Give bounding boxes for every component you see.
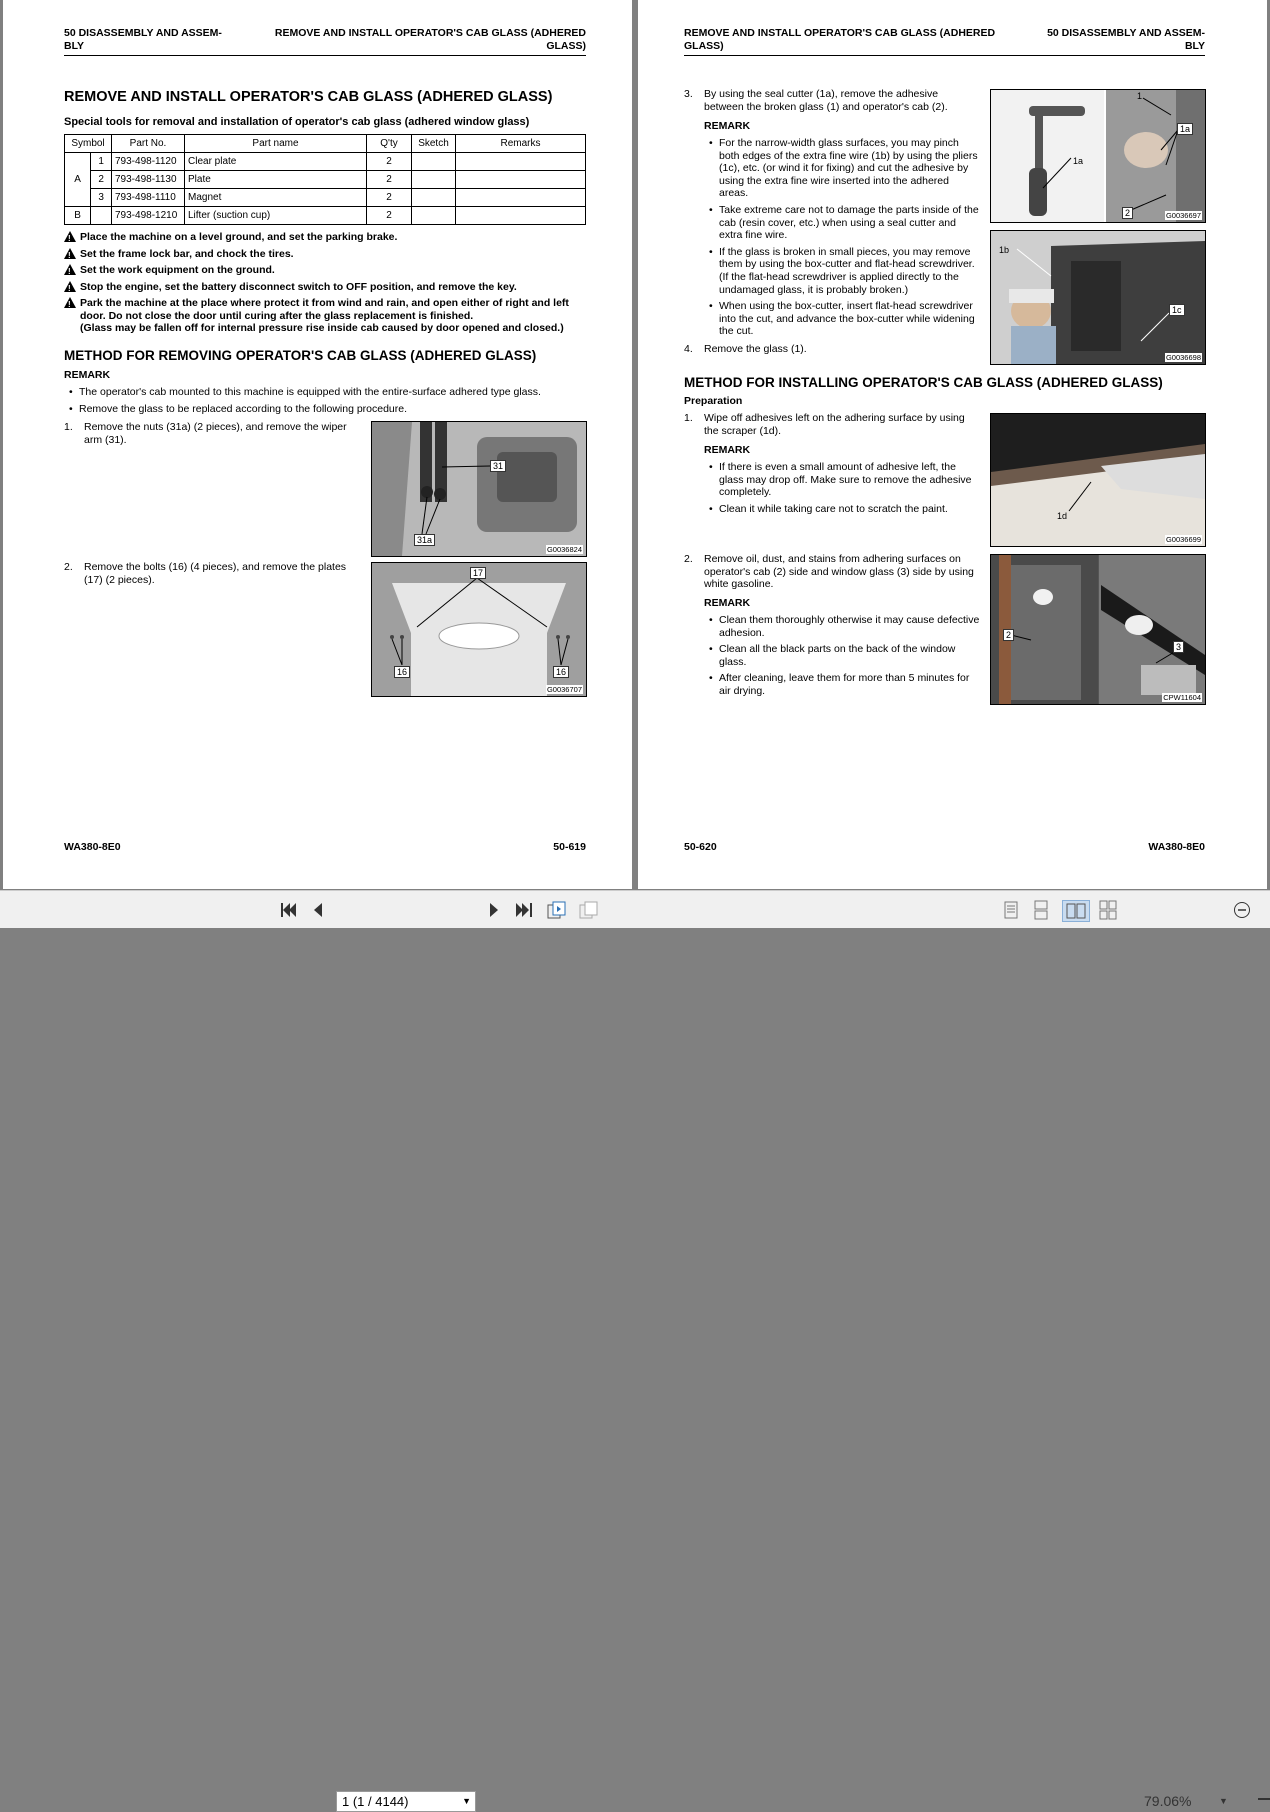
figure-cleaning [990, 554, 1206, 705]
cell-qty: 2 [367, 189, 412, 207]
remark-label: REMARK [704, 597, 751, 609]
last-page-icon [514, 901, 534, 919]
cell-symbol: A [65, 153, 91, 207]
last-page-button[interactable] [513, 900, 535, 920]
step-text: Remove oil, dust, and stains from adhering surfaces on operator's cab (2) side and window glass (3) side by using white gasoline. [704, 553, 974, 591]
step-text: Remove the glass (1). [704, 343, 807, 355]
cell-part-name: Magnet [185, 189, 367, 207]
remark-text: For the narrow-width glass surfaces, you may pinch both edges of the extra fine wire (1b) by using the pliers (1c), etc. (or wind it for fixing) and cut the adhesive by using the extra fine wire inserted into the adhered areas. [719, 137, 978, 200]
cell-remarks [456, 189, 586, 207]
list-item: • After cleaning, leave them for more than 5 minutes for air drying. [709, 672, 980, 697]
warning-text: Set the work equipment on the ground. [80, 264, 275, 276]
cell-sketch [412, 171, 456, 189]
figure-code: G0036707 [546, 685, 582, 694]
list-item: • If there is even a small amount of adhesive left, the glass may drop off. Make sure to remove the adhesive completely. [709, 461, 980, 499]
cell-index [91, 207, 112, 225]
single-page-view-button[interactable] [1001, 900, 1021, 920]
list-item: • Clean them thoroughly otherwise it may cause defective adhesion. [709, 614, 980, 639]
warning-text: Park the machine at the place where protect it from wind and rain, and open either of right and left door. Do not close the door until curing after the glass replacement is finished. (Glass may be fallen off for internal pressure rise inside cab caused by door opened and closed.) [80, 297, 569, 334]
fine-wire-illustration [991, 231, 1205, 364]
go-back-view-icon [546, 900, 568, 920]
callout-16-right: 16 [553, 666, 569, 678]
zoom-level[interactable]: 79.06% [1144, 1793, 1192, 1809]
table-row [65, 153, 586, 171]
cell-remarks [456, 207, 586, 225]
th-symbol: Symbol [65, 135, 112, 153]
cell-index: 2 [91, 171, 112, 189]
remark-text: Take extreme care not to damage the parts inside of the cab (resin cover, etc.) when using a seal cutter and extra fine wire. [719, 203, 979, 242]
remarks-list [69, 386, 586, 415]
callout-31a: 31a [414, 534, 435, 546]
th-part-name: Part name [185, 135, 367, 153]
warning-text: Set the frame lock bar, and chock the tires. [80, 247, 294, 260]
cell-part-name: Clear plate [185, 153, 367, 171]
callout-2: 2 [1122, 207, 1133, 219]
step-number: 2. [64, 561, 73, 573]
page-title: REMOVE AND INSTALL OPERATOR'S CAB GLASS (ADHERED GLASS) [64, 89, 553, 105]
remark-text: If there is even a small amount of adhesive left, the glass may drop off. Make sure to remove the adhesive completely. [719, 461, 972, 499]
th-qty: Q'ty [367, 135, 412, 153]
figure-fine-wire [990, 230, 1206, 365]
warning-text: Place the machine on a level ground, and set the parking brake. [80, 231, 398, 243]
istep2-remarks [709, 614, 980, 698]
install-step-1 [684, 412, 980, 437]
cell-part-no: 793-498-1130 [112, 171, 185, 189]
step-text: Remove the bolts (16) (4 pieces), and remove the plates (17) (2 pieces). [84, 561, 347, 586]
dropdown-arrow-icon: ▼ [462, 1796, 471, 1806]
figure-code: CPW11604 [1163, 693, 1201, 702]
page-number-value: 1 (1 / 4144) [342, 1794, 409, 1809]
header-left: 50 DISASSEMBLY AND ASSEM- BLY [64, 27, 222, 52]
step-2 [64, 561, 361, 586]
cell-qty: 2 [367, 153, 412, 171]
list-item: • When using the box-cutter, insert flat-head screwdriver into the cut, and advance the box-cutter while widening the cut. [709, 300, 980, 338]
callout-3: 3 [1173, 641, 1184, 653]
warning-icon [64, 281, 76, 292]
continuous-facing-icon [1098, 900, 1118, 920]
zoom-out-button[interactable] [1232, 900, 1252, 920]
footer-page-number: 50-619 [553, 841, 586, 853]
figure-seal-cutter [990, 89, 1206, 223]
warning-icon [64, 231, 76, 242]
cell-sketch [412, 207, 456, 225]
warning-item [64, 297, 587, 335]
left-page [3, 0, 632, 889]
list-item: • Clean it while taking care not to scratch the paint. [709, 502, 948, 515]
special-tools-table [64, 134, 586, 225]
list-item: • If the glass is broken in small pieces, you may remove them by using the box-cutter and flat-head screwdriver. (If the flat-head screwdriver is applied directly to the undamaged glass, it is probably broken.) [709, 246, 980, 296]
list-item: • Take extreme care not to damage the parts inside of the cab (resin cover, etc.) when using a seal cutter and extra fine wire. [709, 203, 979, 242]
remark-text: Clean them thoroughly otherwise it may cause defective adhesion. [719, 614, 980, 639]
single-page-icon [1003, 900, 1019, 920]
prev-page-button[interactable] [308, 900, 328, 920]
wiper-illustration [372, 422, 586, 556]
remark-text: When using the box-cutter, insert flat-head screwdriver into the cut, and advance the box-cutter while widening the cut. [719, 300, 975, 338]
cell-part-no: 793-498-1210 [112, 207, 185, 225]
install-step-2 [684, 553, 980, 591]
header-rule [684, 55, 1205, 56]
callout-31: 31 [490, 460, 506, 472]
table-row [65, 171, 586, 189]
list-item: • Clean all the black parts on the back of the window glass. [709, 643, 980, 668]
figure-plates [371, 562, 587, 697]
table-row [65, 207, 586, 225]
warning-item [64, 264, 587, 277]
continuous-facing-view-button[interactable] [1097, 900, 1119, 920]
figure-wiper-arm [371, 421, 587, 557]
th-sketch: Sketch [412, 135, 456, 153]
continuous-view-button[interactable] [1031, 900, 1051, 920]
footer-model: WA380-8E0 [1148, 841, 1205, 853]
first-page-icon [279, 901, 297, 919]
step-number: 1. [64, 421, 73, 433]
th-part-no: Part No. [112, 135, 185, 153]
list-item: • The operator's cab mounted to this machine is equipped with the entire-surface adhered type glass. [69, 386, 541, 398]
header-left: REMOVE AND INSTALL OPERATOR'S CAB GLASS (ADHERED GLASS) [684, 27, 996, 52]
method-title: METHOD FOR REMOVING OPERATOR'S CAB GLASS (ADHERED GLASS) [64, 348, 537, 363]
footer-model: WA380-8E0 [64, 841, 121, 853]
cleaning-illustration [991, 555, 1205, 704]
cell-symbol: B [65, 207, 91, 225]
warning-text: Stop the engine, set the battery disconnect switch to OFF position, and remove the key. [80, 280, 517, 293]
warning-item [64, 248, 587, 261]
figure-code: G0036699 [1165, 535, 1201, 544]
right-page [638, 0, 1267, 889]
header-right: REMOVE AND INSTALL OPERATOR'S CAB GLASS (ADHERED GLASS) [274, 27, 586, 52]
next-page-icon [487, 901, 501, 919]
step-1 [64, 421, 361, 446]
list-item: • For the narrow-width glass surfaces, you may pinch both edges of the extra fine wire (1b) by using the pliers (1c), etc. (or wind it for fixing) and cut the adhesive by using the extra fine wire inserted into the adhered areas. [709, 137, 980, 200]
continuous-page-icon [1033, 900, 1049, 920]
callout-1d: 1d [1057, 511, 1068, 521]
warnings-list [64, 231, 587, 335]
figure-scraper [990, 413, 1206, 547]
remark-text: Remove the glass to be replaced according to the following procedure. [79, 402, 408, 415]
cell-sketch [412, 153, 456, 171]
first-page-button[interactable] [278, 900, 298, 920]
th-remarks: Remarks [456, 135, 586, 153]
figure-code: G0036698 [1165, 353, 1201, 362]
cell-part-name: Lifter (suction cup) [185, 207, 367, 225]
cell-remarks [456, 153, 586, 171]
remark-text: The operator's cab mounted to this machine is equipped with the entire-surface adhered type glass. [79, 386, 541, 398]
step-number: 2. [684, 553, 693, 565]
footer-page-number: 50-620 [684, 841, 717, 853]
facing-view-button[interactable] [1062, 900, 1090, 922]
figure-code: G0036824 [546, 545, 582, 554]
go-back-view-button[interactable] [545, 900, 569, 920]
remark-label: REMARK [704, 444, 751, 456]
cell-qty: 2 [367, 207, 412, 225]
cell-part-name: Plate [185, 171, 367, 189]
header-right: 50 DISASSEMBLY AND ASSEM- BLY [1047, 27, 1205, 52]
warning-item [64, 281, 587, 294]
tools-heading: Special tools for removal and installation of operator's cab glass (adhered window glass) [64, 116, 530, 128]
callout-1c: 1c [1169, 304, 1185, 316]
scraper-illustration [991, 414, 1205, 546]
callout-1: 1 [1137, 91, 1143, 101]
warning-icon [64, 297, 76, 308]
prev-page-icon [311, 901, 325, 919]
step-3 [684, 88, 980, 113]
callout-1b: 1b [999, 245, 1010, 255]
remark-label: REMARK [704, 120, 751, 132]
callout-17: 17 [470, 567, 486, 579]
step-text: Remove the nuts (31a) (2 pieces), and remove the wiper arm (31). [84, 421, 347, 446]
warning-icon [64, 264, 76, 275]
zoom-slider-track[interactable] [1258, 1798, 1270, 1800]
cell-part-no: 793-498-1110 [112, 189, 185, 207]
facing-pages-icon [1065, 902, 1087, 920]
cell-index: 3 [91, 189, 112, 207]
step-number: 4. [684, 343, 693, 355]
zoom-out-icon [1233, 901, 1251, 919]
seal-cutter-illustration [991, 90, 1205, 222]
cell-qty: 2 [367, 171, 412, 189]
table-row [65, 189, 586, 207]
cell-part-no: 793-498-1120 [112, 153, 185, 171]
cell-remarks [456, 171, 586, 189]
callout-1a-right: 1a [1177, 123, 1193, 135]
go-forward-view-icon [578, 900, 600, 920]
cell-sketch [412, 189, 456, 207]
callout-2: 2 [1003, 629, 1014, 641]
go-forward-view-button[interactable] [577, 900, 601, 920]
step3-remarks [709, 137, 980, 338]
remark-text: If the glass is broken in small pieces, you may remove them by using the box-cutter and flat-head screwdriver. (If the flat-head screwdriver is applied directly to the undamaged glass, it is probably broken.) [719, 245, 975, 296]
step-text: By using the seal cutter (1a), remove the adhesive between the broken glass (1) and operator's cab (2). [704, 88, 948, 113]
step-text: Wipe off adhesives left on the adhering surface by using the scraper (1d). [704, 412, 965, 437]
header-rule [64, 55, 586, 56]
table-header-row [65, 135, 586, 153]
next-page-button[interactable] [484, 900, 504, 920]
figure-code: G0036697 [1165, 211, 1201, 220]
callout-16-left: 16 [394, 666, 410, 678]
warning-icon [64, 248, 76, 259]
callout-1a-left: 1a [1073, 156, 1084, 166]
step-number: 3. [684, 88, 693, 100]
warning-item [64, 231, 587, 244]
page-number-field[interactable] [336, 1791, 476, 1812]
list-item: • Remove the glass to be replaced according to the following procedure. [69, 402, 408, 415]
istep1-remarks [709, 461, 980, 515]
remark-label: REMARK [64, 369, 111, 381]
cell-index: 1 [91, 153, 112, 171]
preparation-label: Preparation [684, 395, 743, 407]
remark-text: After cleaning, leave them for more than 5 minutes for air drying. [719, 672, 970, 697]
install-title: METHOD FOR INSTALLING OPERATOR'S CAB GLASS (ADHERED GLASS) [684, 375, 1163, 390]
zoom-dropdown-icon[interactable]: ▼ [1219, 1796, 1228, 1806]
viewer-toolbar [0, 890, 1270, 1809]
step-4 [684, 343, 980, 356]
remark-text: Clean all the black parts on the back of the window glass. [719, 643, 956, 668]
step-number: 1. [684, 412, 693, 424]
remark-text: Clean it while taking care not to scratch the paint. [719, 502, 948, 515]
